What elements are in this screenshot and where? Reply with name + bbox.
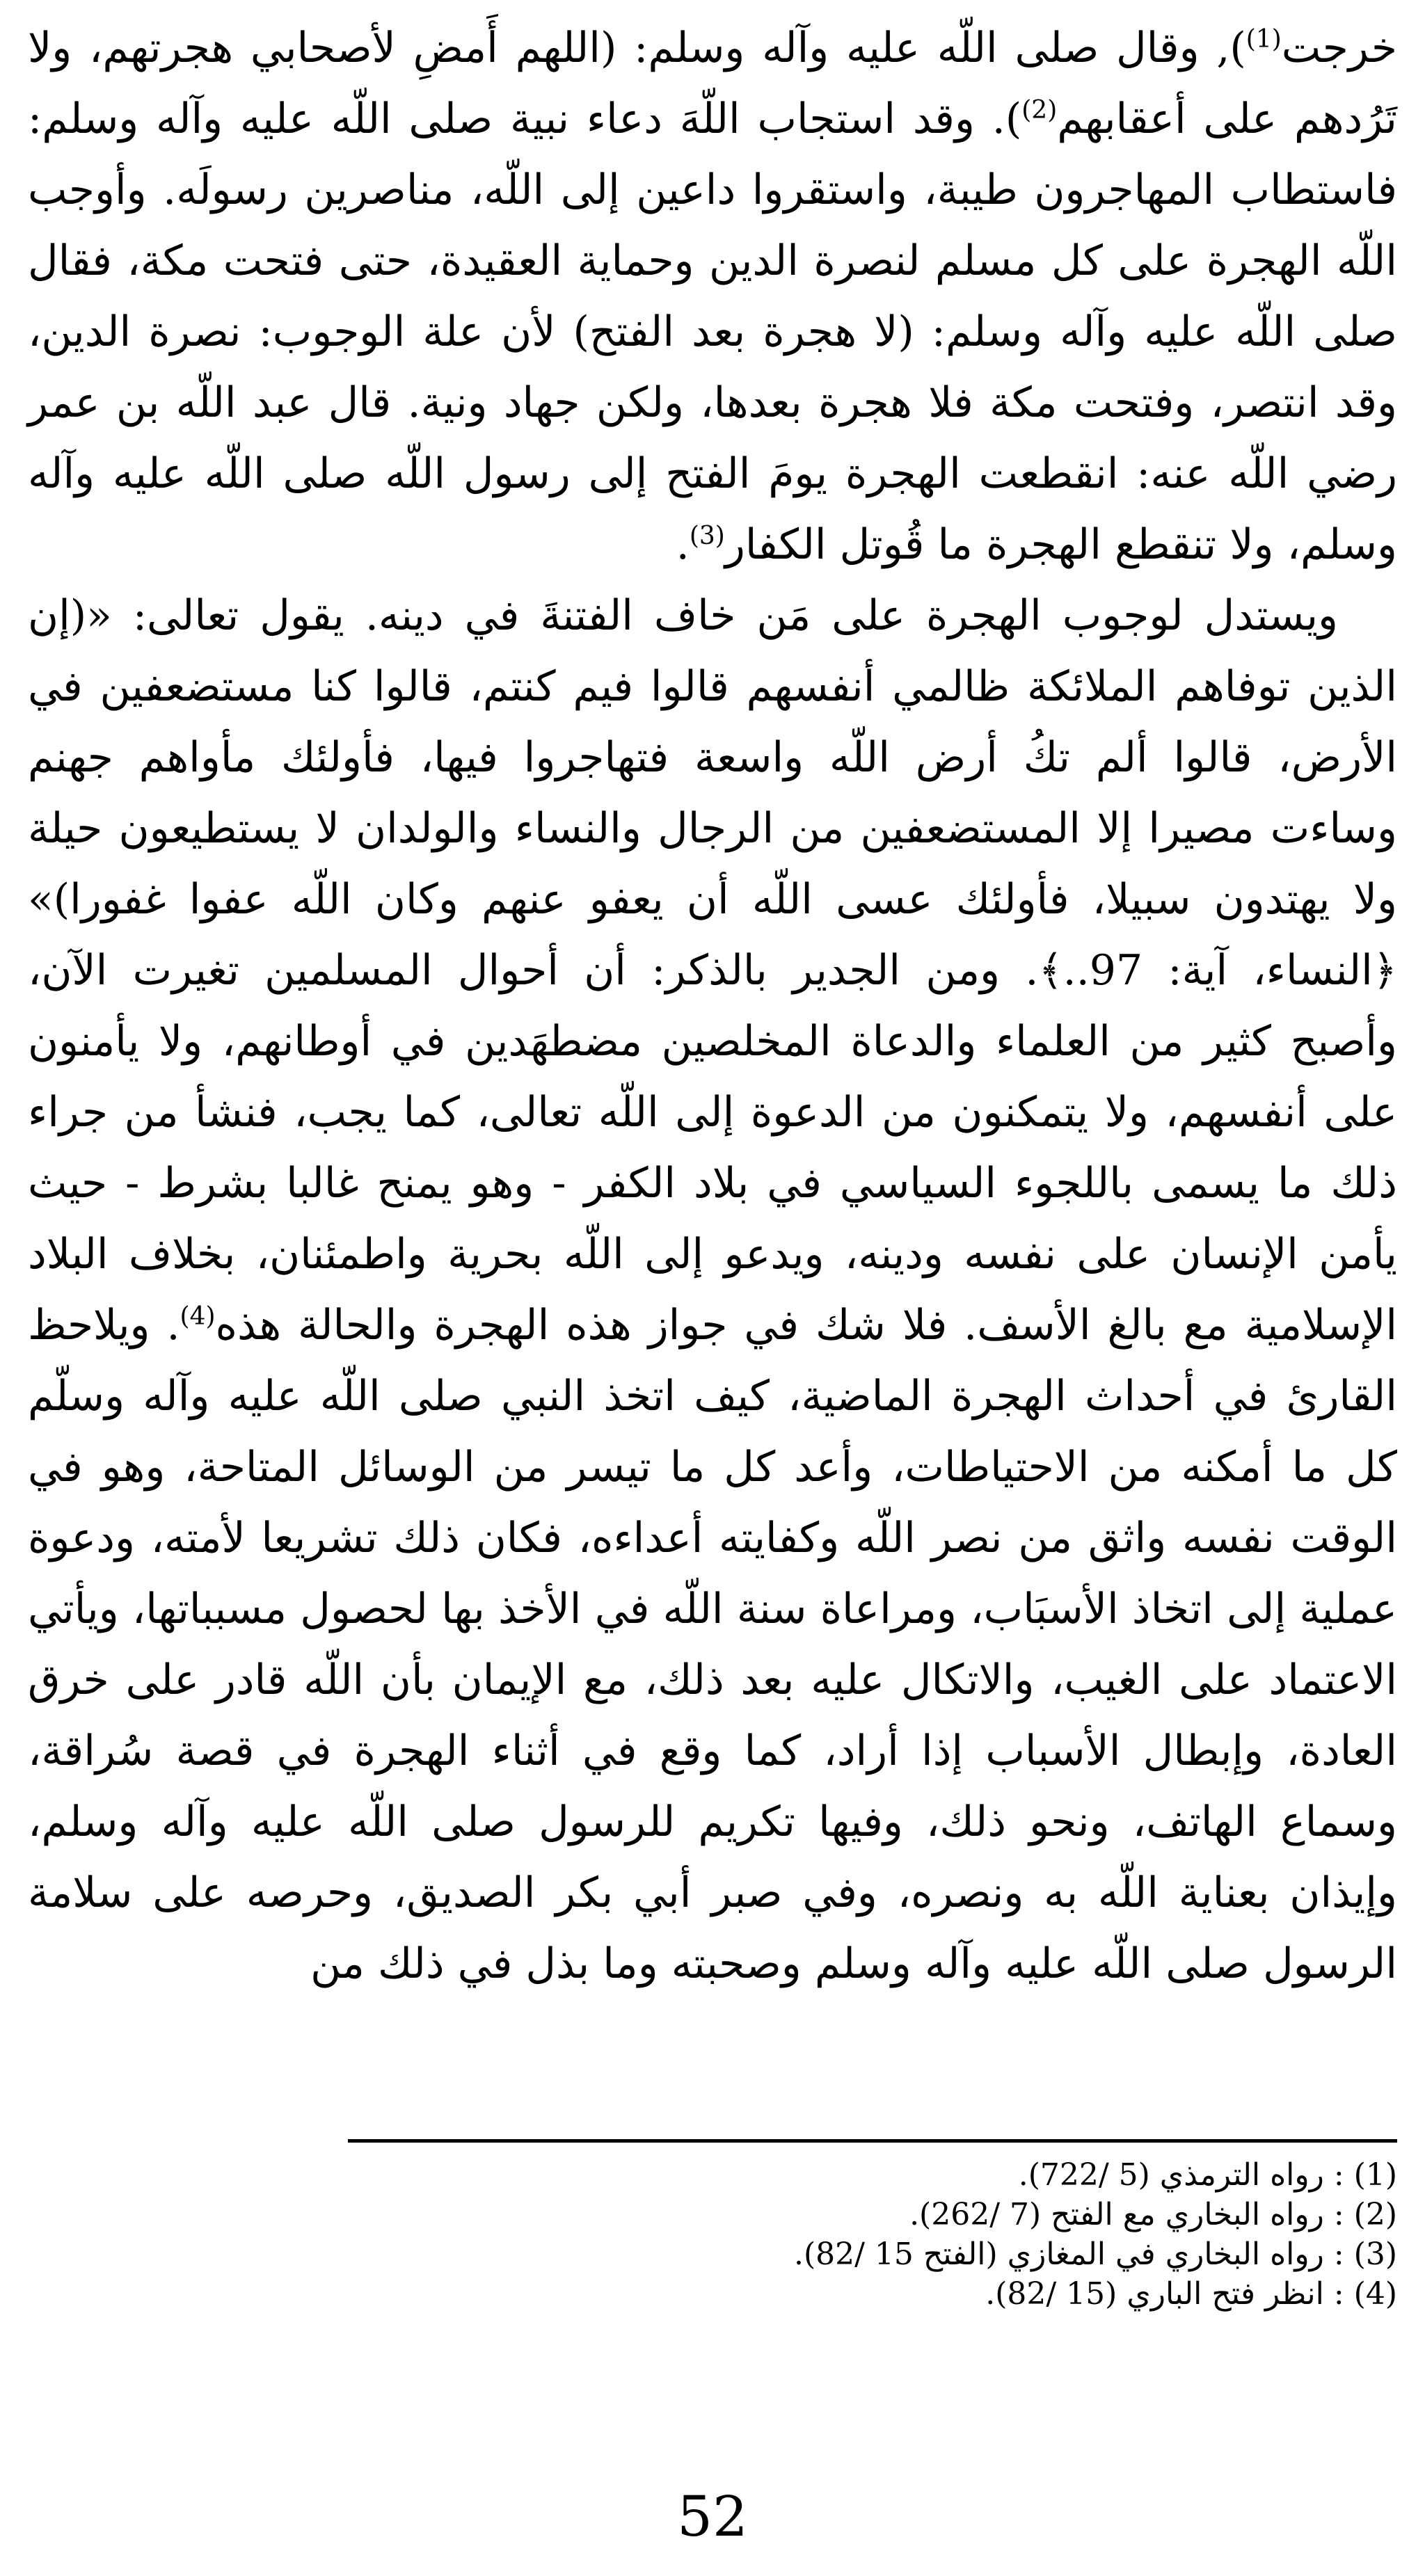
footnote-ref-1: (1) [1245, 25, 1282, 54]
footnote-ref-3: (3) [689, 522, 725, 550]
footnote-ref-2: (2) [1021, 96, 1058, 125]
paragraph-2-text-b: . ويلاحظ القارئ في أحداث الهجرة الماضية، كيف اتخذ النبي صلى اللّه عليه وآله وسلّم كل ما أمكنه من الاحتياطات، وأعد كل ما تيسر من الوسائل المتاحة، وهو في الوقت نفسه واثق من نصر اللّه وكفايته أعداءه، فكان ذلك تشريعا لأمته، ودعوة عملية إلى اتخاذ الأسبَاب، ومراعاة سنة اللّه في الأخذ بها لحصول مسبباتها، ويأتي الاعتماد على الغيب، والاتكال عليه بعد ذلك، مع الإيمان بأن اللّه قادر على خرق العادة، وإبطال الأسباب إذا أراد، كما وقع في أثناء الهجرة في قصة سُراقة، وسماع الهاتف، ونحو ذلك، وفيها تكريم للرسول صلى اللّه عليه وآله وسلم، وإيذان بعناية اللّه به ونصره، وفي صبر أبي بكر الصديق، وحرصه على سلامة الرسول صلى اللّه عليه وآله وسلم وصحبته وما بذل في ذلك من [28, 1301, 1397, 1988]
paragraph-2 [28, 580, 1397, 1999]
paragraph-1-text-a: خرجت [1281, 24, 1397, 72]
footnote-ref-4: (4) [180, 1302, 216, 1331]
page-number: 52 [677, 2484, 748, 2549]
footnote-item-2: (2) : رواه البخاري مع الفتح (7 /262). [909, 2197, 1397, 2232]
paragraph-1-text-c: ). وقد استجاب اللّهَ دعاء نبية صلى اللّه عليه وآله وسلم: فاستطاب المهاجرون طيبة، واستقروا داعين إلى اللّه، مناصرين رسولَه. وأوجب اللّه الهجرة على كل مسلم لنصرة الدين وحماية العقيدة، حتى فتحت مكة، فقال صلى اللّه عليه وآله وسلم: (لا هجرة بعد الفتح) لأن علة الوجوب: نصرة الدين، وقد انتصر، وفتحت مكة فلا هجرة بعدها، ولكن جهاد ونية. قال عبد اللّه بن عمر رضي اللّه عنه: انقطعت الهجرة يومَ الفتح إلى رسول اللّه صلى اللّه عليه وآله وسلم، ولا تنقطع الهجرة ما قُوتل الكفار [28, 95, 1397, 569]
paragraph-1 [28, 13, 1397, 580]
footnote-item-4: (4) : انظر فتح الباري (15 /82). [985, 2276, 1397, 2312]
footnote-separator [348, 2139, 1397, 2143]
footnotes-list [28, 2155, 1397, 2314]
footnote-item-1: (1) : رواه الترمذي (5 /722). [1018, 2157, 1397, 2193]
paragraph-2-text-a: ويستدل لوجوب الهجرة على مَن خاف الفتنةَ في دينه. يقول تعالى: «(إن الذين توفاهم الملائكة ظالمي أنفسهم قالوا فيم كنتم، قالوا كنا مستضعفين في الأرض، قالوا ألم تكُ أرض اللّه واسعة فتهاجروا فيها، فأولئك مأواهم جهنم وساءت مصيرا إلا المستضعفين من الرجال والنساء والولدان لا يستطيعون حيلة ولا يهتدون سبيلا، فأولئك عسى اللّه أن يعفو عنهم وكان اللّه عفوا غفورا)» ﴿النساء، آية: 97..﴾. ومن الجدير بالذكر: أن أحوال المسلمين تغيرت الآن، وأصبح كثير من العلماء والدعاة المخلصين مضطهَدين في أوطانهم، ولا يأمنون على أنفسهم، ولا يتمكنون من الدعوة إلى اللّه تعالى، كما يجب، فنشأ من جراء ذلك ما يسمى باللجوء السياسي في بلاد الكفر - وهو يمنح غالبا بشرط - حيث يأمن الإنسان على نفسه ودينه، ويدعو إلى اللّه بحرية واطمئنان، بخلاف البلاد الإسلامية مع بالغ الأسف. فلا شك في جواز هذه الهجرة والحالة هذه [28, 591, 1397, 1350]
paragraph-1-text-b: ), وقال صلى اللّه عليه وآله وسلم: (اللهم أَمضِ لأصحابي هجرتهم، ولا تَرُدهم على أعقابهم [28, 24, 1397, 143]
footnote-item-3: (3) : رواه البخاري في المغازي (الفتح 15 /82). [793, 2237, 1397, 2272]
main-text [28, 13, 1397, 1999]
paragraph-1-text-d: . [676, 520, 690, 569]
